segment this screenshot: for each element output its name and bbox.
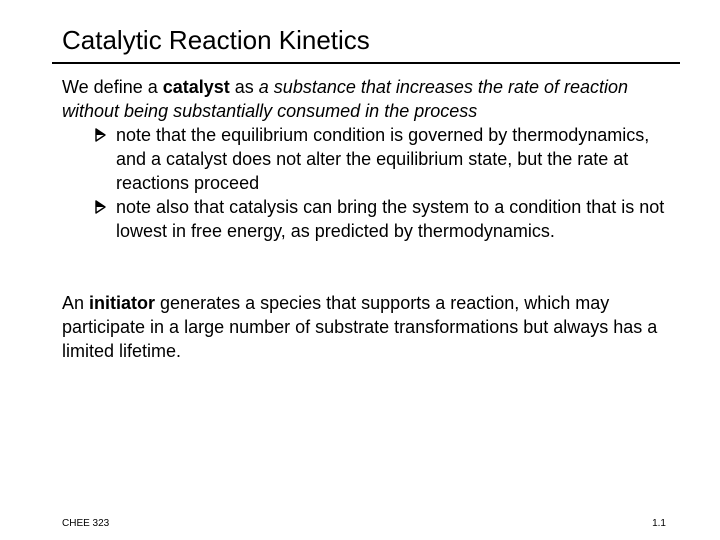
- bullet-item: [92, 123, 672, 195]
- catalyst-meaning: a substance that increases the rate of reaction without being substantially consumed in the process: [62, 77, 629, 121]
- initiator-paragraph: [62, 291, 672, 363]
- bullet-list: [92, 123, 672, 243]
- initiator-prefix: An: [62, 293, 90, 313]
- bullet-text: note also that catalysis can bring the system to a condition that is not lowest in free energy, as predicted by thermodynamics.: [116, 197, 665, 241]
- arrow-bullet-icon: [92, 123, 114, 147]
- title-divider: [52, 62, 680, 64]
- catalyst-definition: [62, 75, 672, 123]
- definition-prefix: We define a: [62, 77, 163, 97]
- footer-course: CHEE 323: [62, 518, 110, 529]
- bullet-item: [92, 195, 672, 243]
- footer-page-number: 1.1: [652, 518, 666, 529]
- bullet-text: note that the equilibrium condition is governed by thermodynamics, and a catalyst does not alter the equilibrium state, but the rate at reactions proceed: [116, 125, 650, 193]
- slide-title: Catalytic Reaction Kinetics: [62, 25, 370, 55]
- arrow-bullet-icon: [92, 195, 114, 219]
- initiator-term: initiator: [89, 293, 156, 313]
- catalyst-term: catalyst: [162, 77, 230, 97]
- initiator-rest: generates a species that supports a reaction, which may participate in a large number of substrate transformations but always has a limited lifetime.: [62, 293, 658, 361]
- definition-connector: as: [229, 77, 259, 97]
